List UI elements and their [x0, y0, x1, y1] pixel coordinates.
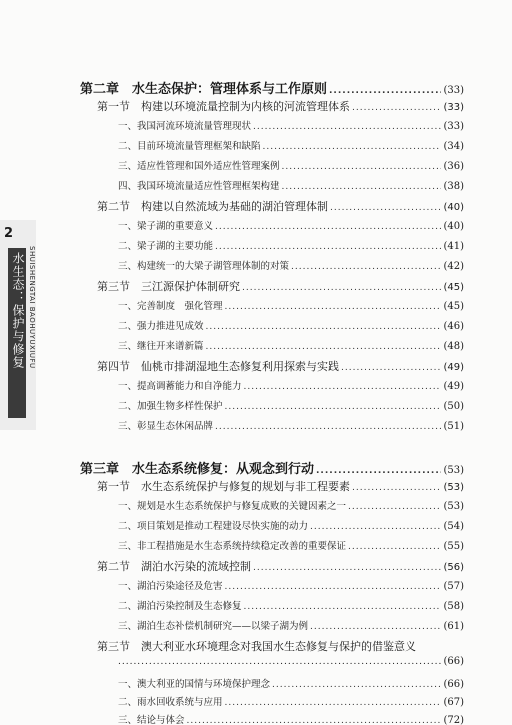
- toc-label: 三、彰显生态休闲品牌: [118, 421, 214, 432]
- toc-page: (40): [443, 221, 464, 232]
- toc-page: (33): [443, 102, 464, 113]
- toc-page: (45): [443, 282, 464, 293]
- toc-item[interactable]: [118, 118, 464, 138]
- toc-page: (57): [443, 581, 464, 592]
- toc-item[interactable]: [118, 578, 464, 598]
- toc-item[interactable]: [118, 598, 464, 618]
- toc-item[interactable]: [118, 258, 464, 278]
- toc-label: 第二节 湖泊水污染的流域控制: [97, 560, 251, 573]
- toc-label: 一、梁子湖的重要意义: [118, 221, 214, 232]
- leader-dots: [282, 162, 442, 172]
- toc-label: 第三节 澳大利亚水环境理念对我国水生态修复与保护的借鉴意义: [97, 640, 416, 653]
- toc-item[interactable]: [118, 676, 464, 696]
- toc-label: 二、目前环境流量管理框架和缺陷: [118, 141, 261, 152]
- toc-item[interactable]: [118, 712, 464, 725]
- leader-dots: [348, 542, 441, 552]
- toc-page: (66): [443, 679, 464, 690]
- toc-label: 第三章 水生态系统修复：从观念到行动: [80, 462, 315, 477]
- toc-item[interactable]: [118, 378, 464, 398]
- toc-label: 第一节 构建以环境流量控制为内核的河流管理体系: [97, 100, 350, 113]
- leader-dots: [341, 363, 441, 373]
- toc-item[interactable]: [118, 238, 464, 258]
- leader-dots: [215, 242, 441, 252]
- toc-page: (53): [443, 501, 464, 512]
- toc-label: 第三节 三江源保护体制研究: [97, 280, 240, 293]
- toc-section[interactable]: [97, 278, 464, 298]
- leader-dots: [206, 322, 442, 332]
- leader-dots: [187, 716, 442, 725]
- toc-item[interactable]: [118, 694, 464, 714]
- toc-page: (53): [443, 482, 464, 493]
- toc-page: (33): [443, 85, 464, 96]
- toc-item[interactable]: [118, 158, 464, 178]
- leader-dots: [244, 602, 442, 612]
- leader-dots: [118, 657, 443, 667]
- toc-label: 一、我国河流环境流量管理现状: [118, 121, 252, 132]
- toc-label: 二、项目策划是推动工程建设尽快实施的动力: [118, 521, 309, 532]
- leader-dots: [348, 502, 441, 512]
- toc-label: 二、湖泊污染控制及生态修复: [118, 601, 242, 612]
- toc-label: 一、提高调蓄能力和自净能力: [118, 381, 242, 392]
- toc-page: (58): [443, 601, 464, 612]
- toc-page: (49): [443, 362, 464, 373]
- toc-item[interactable]: [118, 538, 464, 558]
- toc-page: (36): [443, 161, 464, 172]
- toc-page: (42): [443, 261, 464, 272]
- leader-dots: [244, 382, 442, 392]
- toc-page: (34): [443, 141, 464, 152]
- toc-chapter[interactable]: [80, 458, 464, 478]
- toc-label: 四、我国环境流量适应性管理框架构建: [118, 181, 280, 192]
- leader-dots: [310, 522, 441, 532]
- toc-label: 一、湖泊污染途径及危害: [118, 581, 223, 592]
- toc-label: 三、非工程措施是水生态系统持续稳定改善的重要保证: [118, 541, 347, 552]
- toc-section[interactable]: [97, 638, 464, 658]
- leader-dots: [225, 402, 442, 412]
- toc-item[interactable]: [118, 218, 464, 238]
- toc-label: 第一节 水生态系统保护与修复的规划与非工程要素: [97, 480, 350, 493]
- toc-item[interactable]: [118, 418, 464, 438]
- toc-label: 三、构建统一的大梁子湖管理体制的对策: [118, 261, 290, 272]
- leader-dots: [215, 222, 441, 232]
- leader-dots: [329, 86, 441, 96]
- toc-page: (41): [443, 241, 464, 252]
- toc-item[interactable]: [118, 398, 464, 418]
- toc-item[interactable]: [118, 178, 464, 198]
- toc-label: 三、继往开来谱新篇: [118, 341, 204, 352]
- toc-section[interactable]: [97, 478, 464, 498]
- leader-dots: [310, 622, 441, 632]
- leader-dots: [316, 466, 441, 476]
- toc-item[interactable]: [118, 318, 464, 338]
- toc-label: 第二章 水生态保护：管理体系与工作原则: [80, 82, 328, 97]
- leader-dots: [206, 342, 442, 352]
- toc-section[interactable]: [97, 198, 464, 218]
- leader-dots: [215, 422, 441, 432]
- leader-dots: [282, 182, 442, 192]
- toc-label: 第四节 仙桃市排湖湿地生态修复利用探索与实践: [97, 360, 339, 373]
- toc-label: 三、适应性管理和国外适应性管理案例: [118, 161, 280, 172]
- running-title-pinyin: SHUISHENGTAI BAOHUYUXIUFU: [28, 246, 36, 369]
- toc-label: 二、梁子湖的主要功能: [118, 241, 214, 252]
- leader-dots: [352, 483, 441, 493]
- toc-page: (54): [443, 521, 464, 532]
- toc-item[interactable]: [118, 618, 464, 638]
- page-number: 2: [4, 226, 14, 241]
- leader-dots: [263, 142, 442, 152]
- toc-label: 三、湖泊生态补偿机制研究——以梁子湖为例: [118, 621, 309, 632]
- toc-page: (72): [443, 715, 464, 725]
- toc-page: (66): [443, 656, 464, 667]
- toc-label: 二、强力推进见成效: [118, 321, 204, 332]
- leader-dots: [225, 698, 442, 708]
- toc-page: (33): [443, 121, 464, 132]
- toc-section-wrap: [118, 656, 464, 676]
- leader-dots: [253, 563, 441, 573]
- toc-page: (51): [443, 421, 464, 432]
- toc-section[interactable]: [97, 98, 464, 118]
- toc-section[interactable]: [97, 558, 464, 578]
- leader-dots: [291, 262, 441, 272]
- leader-dots: [242, 283, 441, 293]
- leader-dots: [225, 302, 442, 312]
- toc-page: (56): [443, 562, 464, 573]
- leader-dots: [272, 680, 441, 690]
- toc-page: (67): [443, 697, 464, 708]
- leader-dots: [225, 582, 442, 592]
- toc-page: (53): [443, 465, 464, 476]
- toc-item[interactable]: [118, 498, 464, 518]
- toc-page: (48): [443, 341, 464, 352]
- toc-page: (55): [443, 541, 464, 552]
- leader-dots: [352, 103, 441, 113]
- toc-item[interactable]: [118, 338, 464, 358]
- toc-page: (50): [443, 401, 464, 412]
- toc-label: 一、完善制度 强化管理: [118, 301, 223, 312]
- toc-chapter[interactable]: [80, 78, 464, 98]
- toc-page: (46): [443, 321, 464, 332]
- toc-label: 三、结论与体会: [118, 715, 185, 725]
- toc-label: 二、雨水回收系统与应用: [118, 697, 223, 708]
- leader-dots: [330, 203, 441, 213]
- leader-dots: [253, 122, 441, 132]
- toc-label: 一、澳大利亚的国情与环境保护理念: [118, 679, 271, 690]
- toc-page: (61): [443, 621, 464, 632]
- toc-item[interactable]: [118, 518, 464, 538]
- toc-item[interactable]: [118, 138, 464, 158]
- toc-label: 一、规划是水生态系统保护与修复成败的关键因素之一: [118, 501, 347, 512]
- toc-page: (45): [443, 301, 464, 312]
- toc-page: (49): [443, 381, 464, 392]
- toc-item[interactable]: [118, 298, 464, 318]
- toc-label: 第二节 构建以自然流域为基础的湖泊管理体制: [97, 200, 328, 213]
- toc-page: (38): [443, 181, 464, 192]
- toc-section[interactable]: [97, 358, 464, 378]
- toc-label: 二、加强生物多样性保护: [118, 401, 223, 412]
- toc-page: (40): [443, 202, 464, 213]
- running-title: 水生态：保护与修复: [11, 252, 25, 369]
